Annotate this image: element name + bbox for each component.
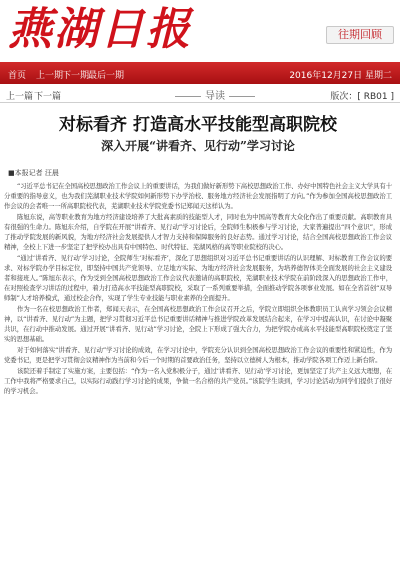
article-body	[4, 181, 392, 396]
issue-date: 2016年12月27日 星期二	[289, 71, 392, 81]
home-link[interactable]: 首页	[8, 71, 27, 81]
first-issue-link[interactable]: 上一期	[36, 71, 64, 81]
article-title: 对标看齐 打造高水平技能型高职院校	[59, 115, 337, 135]
page-nav-bar	[0, 86, 400, 103]
masthead	[0, 0, 400, 62]
page-number[interactable]: 版次：[ RB01 ]	[330, 92, 394, 102]
divider	[175, 96, 201, 97]
previous-issue-link[interactable]: 下一期	[62, 71, 90, 81]
article	[4, 108, 392, 397]
prev-article-link[interactable]: 上一篇	[6, 92, 34, 102]
article-paragraph: 作为一名在校思想政治工作者，郑闻天表示，在全国高校思想政治工作会议召开之后，学院立即组织全体教职员工认真学习领会会议精神，以“讲看齐、见行动”为主题，把学习贯彻习近平总书记重要讲话精神与推进学院改革发展结合起来，在学习中提高认识，在讨论中凝聚共识，在行动中推动发展。通过开展“讲看齐、见行动”学习讨论，全院上下形成了强大合力，为把学院办成高水平技能型高职院校奠定了坚实的思想基础。	[4, 305, 392, 343]
section-label: 导读	[205, 91, 225, 102]
article-byline: ■本报记者 汪晨	[8, 169, 59, 177]
article-paragraph: 陈旭东说，高等职业教育为地方经济建设培养了大批高素质的技能型人才，同时也为中国高等教育大众化作出了重要贡献。高职教育具有很强的生命力。陈旭东介绍，自学院在开展“讲看齐、见行动”学习讨论后，全院师生积极参与学习讨论，大家普遍提出“四个意识”，形成了推动学院发展的新风貌，为地方经济社会发展提供人才智力支持和保障服务的良好态势。通过学习讨论，结合全国高校思想政治工作会议精神，全校上下进一步坚定了把学校办出具有中国特色、时代特征、芜湖风格的高等职业院校的决心。	[4, 213, 392, 251]
article-paragraph: “通过‘讲看齐、见行动’学习讨论，全院师生‘对标看齐’，深化了思想组织对习近平总书记重要讲话的认识理解、对标教育工作会议的要求、对标学院办学目标定位，即坚持中国共产党领导、立足地方实际、为地方经济社会发展服务，为培养德智体美全面发展的社会主义建设者和接班人。”陈旭东表示，作为受到全国高校思想政治工作会议代表邀请的高职院校，芜湖职业技术学院在前阶段深入的思想政治工作中，在对照检查学习讲话的过程中，着力打造高水平技能型高职院校，采取了一系列重要举措，全面推动学院各项事业发展。如在全省首创“双导师制”人才培养模式，通过校企合作，实现了学生专业技能与职业素养的全面提升。	[4, 254, 392, 302]
next-article-link[interactable]: 下一篇	[34, 92, 62, 102]
back-issues-button[interactable]: 往期回顾	[326, 26, 394, 44]
article-subtitle: 深入开展“讲看齐、见行动”学习讨论	[101, 139, 295, 153]
last-issue-link[interactable]: 最后一期	[88, 71, 125, 81]
issue-nav-bar	[0, 62, 400, 84]
article-paragraph: “习近平总书记在全国高校思想政治工作会议上的重要讲话，为我们做好新形势下高校思想政治工作、办好中国特色社会主义大学具有十分重要的指导意义，也为我们芜湖职业技术学院如何新形势下办学治校、服务地方经济社会发展指明了方向。”作为参加全国高校思想政治工作会议的会者唯一一所高职院校代表，芜湖职业技术学院党委书记郑闻天这样认为。	[4, 182, 392, 210]
article-paragraph: 对于如何落实“讲看齐、见行动”学习讨论的成效，在学习讨论中，学院充分认识到全国高校思想政治工作会议的重要性和紧迫性，作为党委书记，更是把学习贯彻会议精神作为当前和今后一个时期的首要政治任务，坚持以立德树人为根本，推动学院各项工作迈上新台阶。	[4, 346, 392, 364]
section-heading	[160, 87, 270, 102]
divider	[229, 96, 255, 97]
newspaper-logo[interactable]: 燕湖日报	[8, 4, 192, 55]
article-paragraph: 该院还着手制定了实施方案，主要包括：“作为一名入党积极分子，通过‘讲看齐、见行动’学习讨论，更加坚定了共产主义远大理想，在工作中我将严格要求自己，以实际行动践行学习讨论的成果，争做一名合格的共产党员。”该院学生谈到，学习讨论活动为同学们提供了很好的学习机会。	[4, 367, 392, 395]
